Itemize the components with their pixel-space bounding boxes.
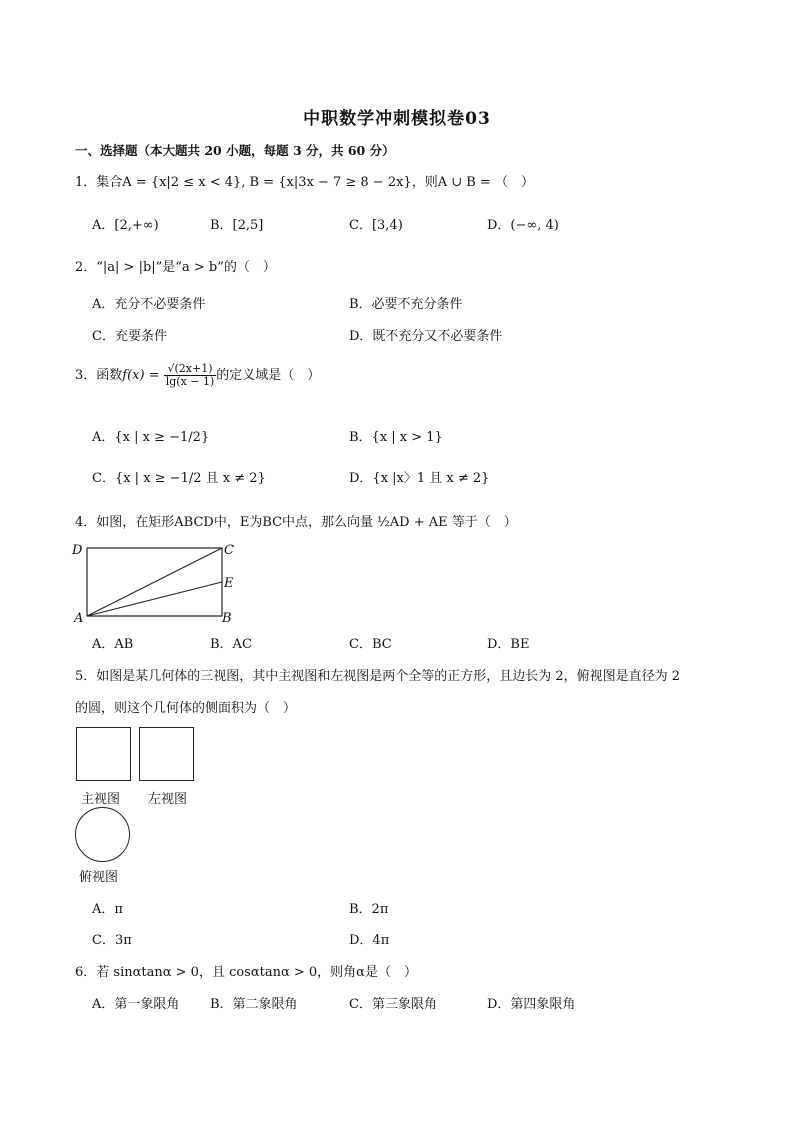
q4-option-d: D．BE bbox=[487, 637, 530, 652]
question-4-stem: 4．如图，在矩形ABCD中，E为BC中点，那么向量 ½AD + AE 等于（ ） bbox=[75, 515, 517, 530]
q1-option-c: C．[3,4) bbox=[349, 218, 403, 233]
q1-option-d: D．(−∞, 4) bbox=[487, 218, 559, 233]
q5-option-a: A．π bbox=[92, 902, 123, 917]
question-5-stem-line1: 5．如图是某几何体的三视图，其中主视图和左视图是两个全等的正方形，且边长为 2，俯视图是直径为 2 bbox=[75, 669, 681, 684]
q2-option-d: D．既不充分又不必要条件 bbox=[349, 329, 503, 344]
q2-option-a: A．充分不必要条件 bbox=[92, 297, 206, 312]
question-2-stem: 2．“|a| > |b|”是“a > b”的（ ） bbox=[75, 260, 276, 275]
diagonal-ac bbox=[87, 548, 222, 616]
segment-ae bbox=[87, 582, 222, 616]
q2-option-b: B．必要不充分条件 bbox=[349, 297, 463, 312]
q5-option-c: C．3π bbox=[92, 933, 132, 948]
question-1-stem: 1．集合A = {x|2 ≤ x < 4}, B = {x|3x − 7 ≥ 8 − 2x}，则A ∪ B = （ ） bbox=[75, 175, 534, 190]
q6-option-a: A．第一象限角 bbox=[92, 997, 180, 1012]
rectangle-figure bbox=[70, 538, 240, 628]
label-c: C bbox=[224, 543, 234, 558]
q3-option-c: C．{x | x ≥ −1/2 且 x ≠ 2} bbox=[92, 471, 266, 486]
q6-option-c: C．第三象限角 bbox=[349, 997, 437, 1012]
top-view-caption: 俯视图 bbox=[79, 870, 119, 885]
q3-option-b: B．{x | x > 1} bbox=[349, 430, 443, 445]
q3-option-a: A．{x | x ≥ −1/2} bbox=[92, 430, 210, 445]
q3-stem-suffix: 的定义域是（ ） bbox=[216, 368, 321, 383]
q4-option-a: A．AB bbox=[92, 637, 134, 652]
top-view-circle bbox=[75, 807, 130, 862]
label-a: A bbox=[74, 611, 84, 626]
q5-option-d: D．4π bbox=[349, 933, 390, 948]
question-6-stem: 6．若 sinαtanα > 0，且 cosαtanα > 0，则角α是（ ） bbox=[75, 965, 417, 980]
q3-stem-prefix: 3．函数 bbox=[75, 368, 123, 383]
label-e: E bbox=[224, 576, 234, 591]
q2-option-c: C．充要条件 bbox=[92, 329, 167, 344]
q4-option-b: B．AC bbox=[210, 637, 252, 652]
q1-option-a: A．[2,+∞) bbox=[92, 218, 159, 233]
side-view-square bbox=[139, 727, 194, 781]
q3-denominator: lg(x − 1) bbox=[165, 375, 215, 388]
q6-option-b: B．第二象限角 bbox=[210, 997, 298, 1012]
front-view-square bbox=[76, 727, 131, 781]
q1-option-b: B．[2,5] bbox=[210, 218, 264, 233]
q5-option-b: B．2π bbox=[349, 902, 389, 917]
q3-option-d: D．{x |x〉1 且 x ≠ 2} bbox=[349, 471, 490, 486]
side-view-caption: 左视图 bbox=[148, 792, 188, 807]
front-view-caption: 主视图 bbox=[81, 792, 121, 807]
label-d: D bbox=[72, 543, 83, 558]
q3-numerator: √(2x+1) bbox=[164, 363, 217, 376]
question-3-stem bbox=[75, 363, 320, 388]
q3-function: f(x) = bbox=[122, 368, 160, 383]
label-b: B bbox=[222, 611, 232, 626]
q3-fraction bbox=[164, 363, 217, 388]
q6-option-d: D．第四象限角 bbox=[487, 997, 576, 1012]
question-5-stem-line2: 的圆，则这个几何体的侧面积为（ ） bbox=[75, 701, 297, 716]
section-heading: 一、选择题（本大题共 20 小题，每题 3 分，共 60 分） bbox=[75, 143, 395, 158]
page-title: 中职数学冲刺模拟卷03 bbox=[303, 109, 491, 129]
q4-option-c: C．BC bbox=[349, 637, 392, 652]
